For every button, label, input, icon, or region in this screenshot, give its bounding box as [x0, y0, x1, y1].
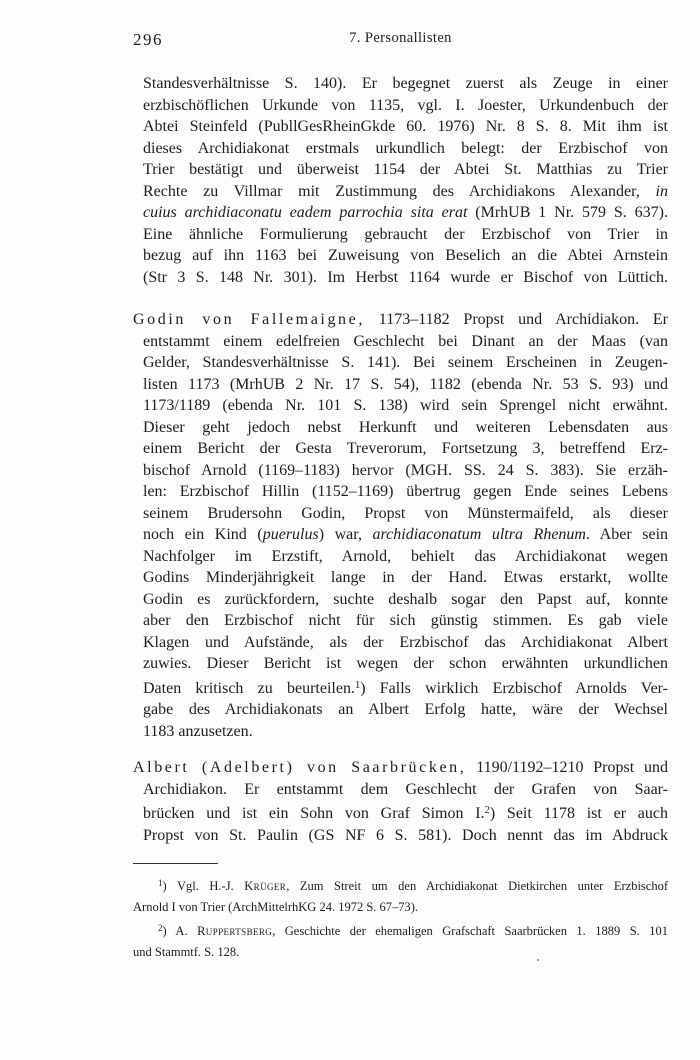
- text-segment: ) Vgl. H.-J.: [162, 879, 245, 893]
- text-segment: , Zum Streit um den Archidiakonat Dietkirchen unter Erzbischof: [286, 879, 668, 893]
- text-segment: dieses Archidiakonat erstmals urkundlich belegt: der Erzbischof von: [143, 139, 668, 157]
- text-segment: brücken und ist ein Sohn von Graf Simon I.: [143, 805, 485, 822]
- chapter-title: 7. Personallisten: [349, 30, 452, 46]
- text-line: [133, 181, 668, 203]
- footnote-divider: [133, 863, 218, 864]
- text-segment: Godins Minderjährigkeit lange in der Hand. Etwas erstarkt, wollte: [143, 569, 668, 586]
- text-line: [133, 757, 668, 779]
- text-segment: noch ein Kind (: [143, 526, 263, 543]
- text-line: [133, 699, 668, 721]
- page-header: [133, 30, 668, 49]
- text-segment: (Str 3 S. 148 Nr. 301). Im Herbst 1164 wurde er Bischof von Lüttich.: [143, 268, 668, 286]
- scan-speck: [537, 959, 539, 961]
- text-segment: ) Seit 1178 ist er auch: [489, 805, 669, 822]
- text-segment-sup: 2: [484, 805, 490, 816]
- text-segment-i: in: [655, 182, 668, 200]
- text-segment: Nachfolger im Erzstift, Arnold, behielt das Archidiakonat wegen: [143, 547, 668, 565]
- text-segment-sp: Godin von Fallemaigne,: [133, 311, 365, 328]
- text-line: [133, 460, 668, 482]
- paragraph-entry-albert-von-saarbruecken: [133, 757, 668, 846]
- text-line: [133, 610, 668, 632]
- text-line: [133, 546, 668, 568]
- text-line: [133, 417, 668, 439]
- text-line: [133, 481, 668, 503]
- text-line: [133, 632, 668, 654]
- text-line: [133, 675, 668, 700]
- text-line: [133, 95, 668, 117]
- paragraph-entry-continuation: [133, 73, 668, 288]
- text-segment: , Geschichte der ehemaligen Grafschaft Saarbrücken 1. 1889 S. 101: [272, 924, 668, 938]
- text-line: [133, 779, 668, 801]
- text-line: [133, 524, 668, 546]
- text-line: [133, 73, 668, 95]
- text-line: [133, 224, 668, 246]
- page-number: 296: [133, 30, 163, 49]
- text-segment: ) Falls wirklich Erzbischof Arnolds Ver-: [360, 679, 669, 697]
- text-segment: 1173–1182 Propst und Archidiakon. Er: [364, 311, 668, 328]
- text-line: [133, 567, 668, 589]
- text-segment-i: cuius archidiaconatu eadem parrochia sita erat: [143, 204, 468, 221]
- text-segment: entstammt einem edelfreien Geschlecht bei Dinant an der Maas (van: [143, 332, 668, 350]
- text-segment-sc: Ruppertsberg: [197, 924, 273, 938]
- text-line: [133, 267, 668, 289]
- text-segment: Rechte zu Villmar mit Zustimmung des Archidiakons Alexander,: [143, 182, 656, 200]
- footnotes-section: [133, 873, 668, 963]
- text-segment: . Aber sein: [585, 526, 669, 543]
- text-line: [133, 116, 668, 138]
- text-segment-sc: Krüger: [244, 879, 287, 893]
- text-segment: zuwies. Dieser Bericht ist wegen der schon erwähnten urkundlichen: [143, 655, 668, 672]
- text-line: [133, 374, 668, 396]
- text-line: [133, 653, 668, 675]
- text-segment: erzbischöflichen Urkunde von 1135, vgl. I. Joester, Urkundenbuch der: [143, 96, 668, 114]
- text-segment-sup: 1: [354, 679, 361, 691]
- text-segment: Trier bestätigt und überweist 1154 der Abtei St. Matthias zu Trier: [143, 161, 668, 178]
- text-segment: einem Bericht der Gesta Treverorum, Fortsetzung 3, betreffend Erz-: [143, 440, 668, 457]
- text-line: [133, 918, 668, 942]
- text-segment: Gelder, Standesverhältnisse S. 141). Bei seinem Erscheinen in Zeugen-: [143, 354, 668, 371]
- text-segment: Eine ähnliche Formulierung gebraucht der Erzbischof von Trier in: [143, 225, 668, 243]
- text-line: [133, 438, 668, 460]
- text-line: [133, 352, 668, 374]
- text-segment-i: puerulus: [262, 526, 319, 543]
- text-segment: listen 1173 (MrhUB 2 Nr. 17 S. 54), 1182 (ebenda Nr. 53 S. 93) und: [143, 375, 668, 393]
- text-segment: 1190/1192–1210 Propst und: [466, 759, 668, 776]
- text-segment: bischof Arnold (1169–1183) hervor (MGH. SS. 24 S. 383). Sie erzäh-: [143, 461, 668, 479]
- paragraph-entry-godin-von-fallemaigne: [133, 309, 668, 742]
- text-segment: seinem Brudersohn Godin, Propst von Münstermaifeld, als dieser: [143, 504, 668, 522]
- text-line: [133, 245, 668, 267]
- text-segment: Daten kritisch zu beurteilen.: [143, 679, 355, 697]
- text-segment: Archidiakon. Er entstammt dem Geschlecht der Grafen von Saar-: [143, 780, 668, 798]
- text-segment: Klagen und Aufstände, als der Erzbischof das Archidiakonat Albert: [143, 633, 668, 651]
- text-segment: Propst von St. Paulin (GS NF 6 S. 581). Doch nennt das im Abdruck: [143, 826, 668, 844]
- text-line: [133, 331, 668, 353]
- text-segment: Godin es zurückfordern, suchte deshalb sogar den Papst auf, konnte: [143, 590, 668, 608]
- text-line: [133, 395, 668, 417]
- text-segment: Dieser geht jedoch nebst Herkunft und weiteren Lebensdaten aus: [143, 418, 668, 436]
- text-line: [133, 897, 668, 918]
- text-line: [133, 942, 668, 963]
- text-segment: (MrhUB 1 Nr. 579 S. 637).: [467, 204, 668, 221]
- text-segment: bezug auf ihn 1163 bei Zuweisung von Beselich an die Abtei Arnstein: [143, 247, 668, 264]
- text-line: [133, 138, 668, 160]
- text-line: [133, 800, 668, 825]
- text-segment: aber den Erzbischof nicht für sich günstig stimmen. Es gab viele: [143, 612, 668, 629]
- text-segment: ) A.: [162, 924, 198, 938]
- text-line: [133, 159, 668, 181]
- text-segment-sup: 1: [158, 878, 163, 888]
- text-segment: gabe des Archidiakonats an Albert Erfolg hatte, wäre der Wechsel: [143, 701, 668, 718]
- text-segment-sup: 2: [158, 923, 163, 933]
- text-block: [133, 30, 668, 963]
- text-line: [133, 721, 668, 743]
- footnote-1: [133, 873, 668, 918]
- text-segment: 1173/1189 (ebenda Nr. 101 S. 138) wird sein Sprengel nicht erwähnt.: [143, 397, 668, 414]
- text-line: [133, 825, 668, 847]
- text-line: [133, 589, 668, 611]
- text-segment: Standesverhältnisse S. 140). Er begegnet zuerst als Zeuge in einer: [143, 75, 668, 92]
- text-line: [133, 873, 668, 897]
- text-segment: ) war,: [318, 526, 373, 543]
- text-segment: len: Erzbischof Hillin (1152–1169) übertrug gegen Ende seines Lebens: [143, 483, 668, 500]
- text-segment: und Stammtf. S. 128.: [133, 945, 240, 959]
- footnote-2: [133, 918, 668, 963]
- text-line: [133, 309, 668, 331]
- text-segment: 1183 anzusetzen.: [143, 722, 253, 740]
- text-segment: Arnold I von Trier (ArchMittelrhKG 24. 1972 S. 67–73).: [133, 900, 419, 914]
- text-segment: Abtei Steinfeld (PubllGesRheinGkde 60. 1976) Nr. 8 S. 8. Mit ihm ist: [143, 118, 668, 135]
- text-segment-sp: Albert (Adelbert) von Saarbrücken,: [133, 759, 467, 776]
- text-line: [133, 503, 668, 525]
- text-segment-i: archidiaconatum ultra Rhenum: [372, 526, 586, 543]
- text-line: [133, 202, 668, 224]
